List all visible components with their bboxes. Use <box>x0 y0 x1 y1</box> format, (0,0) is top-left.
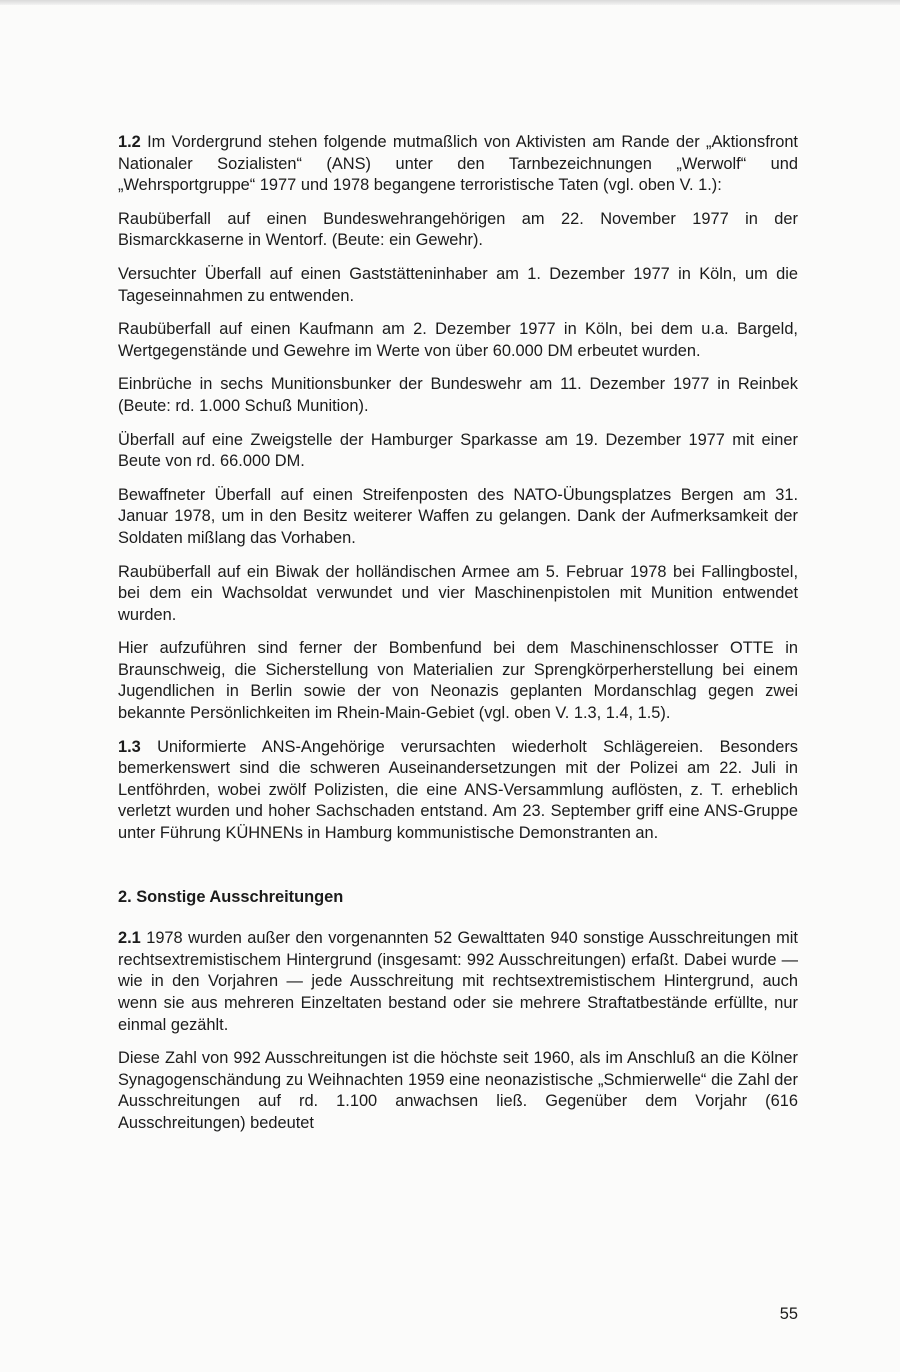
section-number-1-2: 1.2 <box>118 133 141 151</box>
paragraph-2-1 <box>118 928 798 1036</box>
scan-top-edge <box>0 0 900 5</box>
paragraph-2-1-followup: Diese Zahl von 992 Ausschreitungen ist die höchste seit 1960, als im Anschluß an die Kölner Synagogenschändung zu Weihnachten 1959 eine neonazistische „Schmierwelle“ die Zahl der Ausschreitungen auf rd. 1.100 anwachsen ließ. Gegenüber dem Vorjahr (616 Ausschreitungen) bedeutet <box>118 1049 798 1132</box>
document-body <box>118 132 798 1147</box>
incident-item-2: Versuchter Überfall auf einen Gaststätteninhaber am 1. Dezember 1977 in Köln, um die Tageseinnahmen zu entwenden. <box>118 264 798 305</box>
incident-item-5: Überfall auf eine Zweigstelle der Hamburger Sparkasse am 19. Dezember 1977 mit einer Beute von rd. 66.000 DM. <box>118 430 798 471</box>
incident-item-1: Raubüberfall auf einen Bundeswehrangehörigen am 22. November 1977 in der Bismarckkaserne in Wentorf. (Beute: ein Gewehr). <box>118 209 798 250</box>
paragraph-text: Uniformierte ANS-Angehörige verursachten wiederholt Schlägereien. Besonders bemerkenswert sind die schweren Auseinandersetzungen mit der Polizei am 22. Juli in Lentföhrden, wobei zwölf Polizisten, die eine ANS-Versammlung auflösten, z. T. erheblich verletzt wurden und hoher Sachschaden entstand. Am 23. September griff eine ANS-Gruppe unter Führung KÜHNENs in Hamburg kommunistische Demonstranten an. <box>118 737 798 843</box>
incident-item-3: Raubüberfall auf einen Kaufmann am 2. Dezember 1977 in Köln, bei dem u.a. Bargeld, Wertgegenstände und Gewehre im Werte von über 60.000 DM erbeutet wurden. <box>118 320 798 360</box>
section-number-1-3: 1.3 <box>118 737 141 756</box>
section-number-2-1: 2.1 <box>118 929 141 948</box>
paragraph-text: Im Vordergrund stehen folgende mutmaßlich von Aktivisten am Rande der „Aktionsfront Nationaler Sozialisten“ (ANS) unter den Tarnbezeichnungen „Werwolf“ und „Wehrsportgruppe“ 1977 und 1978 begangene terroristische Taten (vgl. oben V. 1.): <box>118 133 798 195</box>
paragraph-text: 1978 wurden außer den vorgenannten 52 Gewalttaten 940 sonstige Ausschreitungen mit rechtsextremistischem Hintergrund (insgesamt: 992 Ausschreitungen) erfaßt. Dabei wurde — wie in den Vorjahren — jede Ausschreitung mit rechtsextremistischem Hintergrund, auch wenn sie aus mehreren Einzeltaten bestand oder sie mehrere Straftatbestände erfüllte, nur einmal gezählt. <box>118 929 798 1034</box>
incident-item-7: Raubüberfall auf ein Biwak der holländischen Armee am 5. Februar 1978 bei Fallingbostel, bei dem ein Wachsoldat verwundet und vier Maschinenpistolen mit Munition entwendet wurden. <box>118 562 798 624</box>
incident-item-6: Bewaffneter Überfall auf einen Streifenposten des NATO-Übungsplatzes Bergen am 31. Januar 1978, um in den Besitz weiterer Waffen zu gelangen. Dank der Aufmerksamkeit der Soldaten mißlang das Vorhaben. <box>118 485 798 547</box>
incident-item-8: Hier aufzuführen sind ferner der Bombenfund bei dem Maschinenschlosser OTTE in Braunschweig, die Sicherstellung von Materialien zur Sprengkörperherstellung bei einem Jugendlichen in Berlin sowie der von Neonazis geplanten Mordanschlag gegen zwei bekannte Persönlichkeiten im Rhein-Main-Gebiet (vgl. oben V. 1.3, 1.4, 1.5). <box>118 639 798 723</box>
incident-item-4: Einbrüche in sechs Munitionsbunker der Bundeswehr am 11. Dezember 1977 in Reinbek (Beute: rd. 1.000 Schuß Munition). <box>118 375 798 415</box>
section-heading-2: 2. Sonstige Ausschreitungen <box>118 887 344 906</box>
paragraph-1-2-intro <box>118 132 798 197</box>
paragraph-1-3 <box>118 737 798 845</box>
page-number: 55 <box>779 1305 798 1323</box>
